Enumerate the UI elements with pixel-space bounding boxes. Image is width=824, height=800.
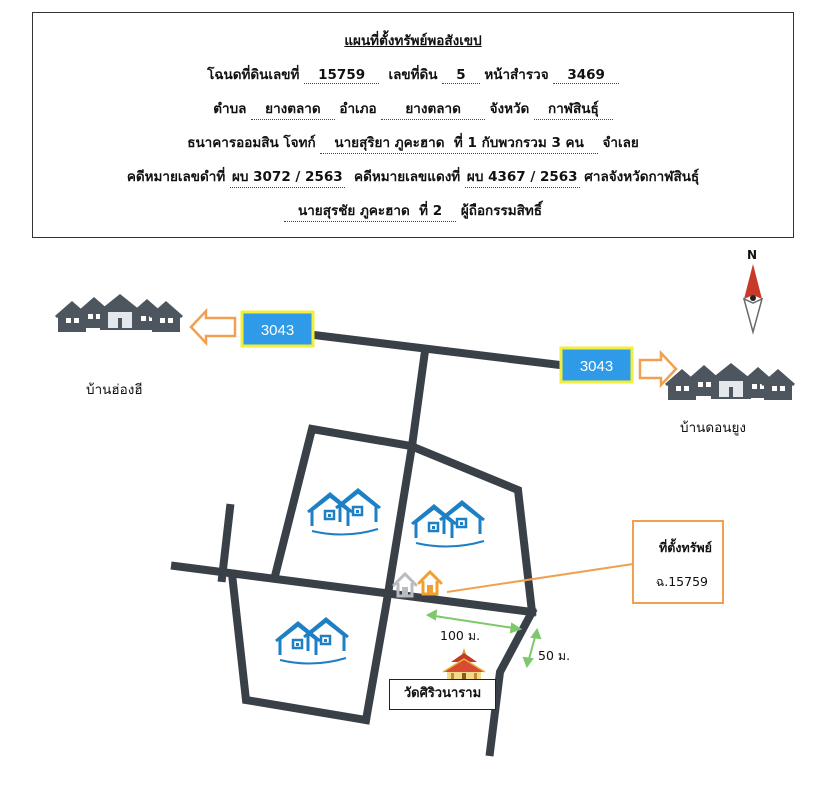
village-right-label: บ้านดอนยูง (680, 420, 746, 436)
province-value: กาฬสินธุ์ (534, 97, 613, 120)
survey-label: หน้าสำรวจ (484, 67, 549, 83)
deed-label: โฉนดที่ดินเลขที่ (207, 67, 300, 83)
property-callout-title: ที่ตั้งทรัพย์ (659, 540, 712, 555)
plaintiff-name: ธนาคารออมสิน (187, 135, 279, 151)
temple-label: วัดศิริวนาราม (389, 679, 496, 710)
owner-label: ผู้ถือกรรมสิทธิ์ (460, 203, 543, 219)
callout-line (447, 564, 633, 592)
road-sign-right-label: 3043 (579, 358, 614, 375)
red-case-label: คดีหมายเลขแดงที่ (354, 169, 461, 185)
property-callout-deed: ฉ.15759 (655, 574, 708, 589)
west-spur-road (222, 508, 230, 578)
court-name: ศาลจังหวัดกาฬสินธุ์ (584, 169, 700, 185)
distance-horizontal-label: 100 ม. (440, 628, 481, 643)
subdistrict-value: ยางตลาด (251, 97, 334, 120)
district-label: อำเภอ (339, 101, 377, 117)
compass-icon (744, 264, 762, 332)
arrow-left-icon (191, 311, 235, 343)
map-title: แผนที่ตั้งทรัพย์พอสังเขป (344, 33, 482, 49)
north-label: N (747, 248, 758, 262)
road-sign-left-label: 3043 (260, 322, 295, 339)
defendant-end-label: จำเลย (602, 135, 639, 151)
village-icon-right (666, 363, 794, 400)
defendant-suffix: ที่ 1 กับพวกรวม 3 คน (453, 135, 584, 151)
land-number: 5 (442, 67, 479, 84)
province-label: จังหวัด (489, 101, 530, 117)
district-value: ยางตลาด (381, 97, 484, 120)
black-case-number: ผบ 3072 / 2563 (230, 165, 345, 188)
north-connector-road (412, 351, 425, 446)
village-left-label: บ้านฮ่องฮี (86, 382, 143, 398)
property-callout (632, 520, 724, 604)
defendant-label: โจทก์ (283, 135, 316, 151)
land-no-label: เลขที่ดิน (388, 67, 438, 83)
road-sign-right (561, 348, 632, 382)
subdistrict-label: ตำบล (213, 101, 247, 117)
road-sign-left (242, 312, 313, 346)
black-case-label: คดีหมายเลขดำที่ (126, 169, 226, 185)
survey-number: 3469 (553, 67, 619, 84)
distance-vertical-label: 50 ม. (538, 648, 571, 663)
road-network (175, 335, 560, 752)
deed-number: 15759 (304, 67, 379, 84)
red-case-number: ผบ 4367 / 2563 (465, 165, 580, 188)
village-icon-left (56, 294, 182, 332)
owner-name: นายสุรชัย ภูคะฮาด (297, 203, 410, 219)
defendant-name: นายสุริยา ภูคะฮาด (334, 135, 445, 151)
owner-suffix: ที่ 2 (419, 203, 443, 219)
highway-3043 (314, 335, 560, 365)
